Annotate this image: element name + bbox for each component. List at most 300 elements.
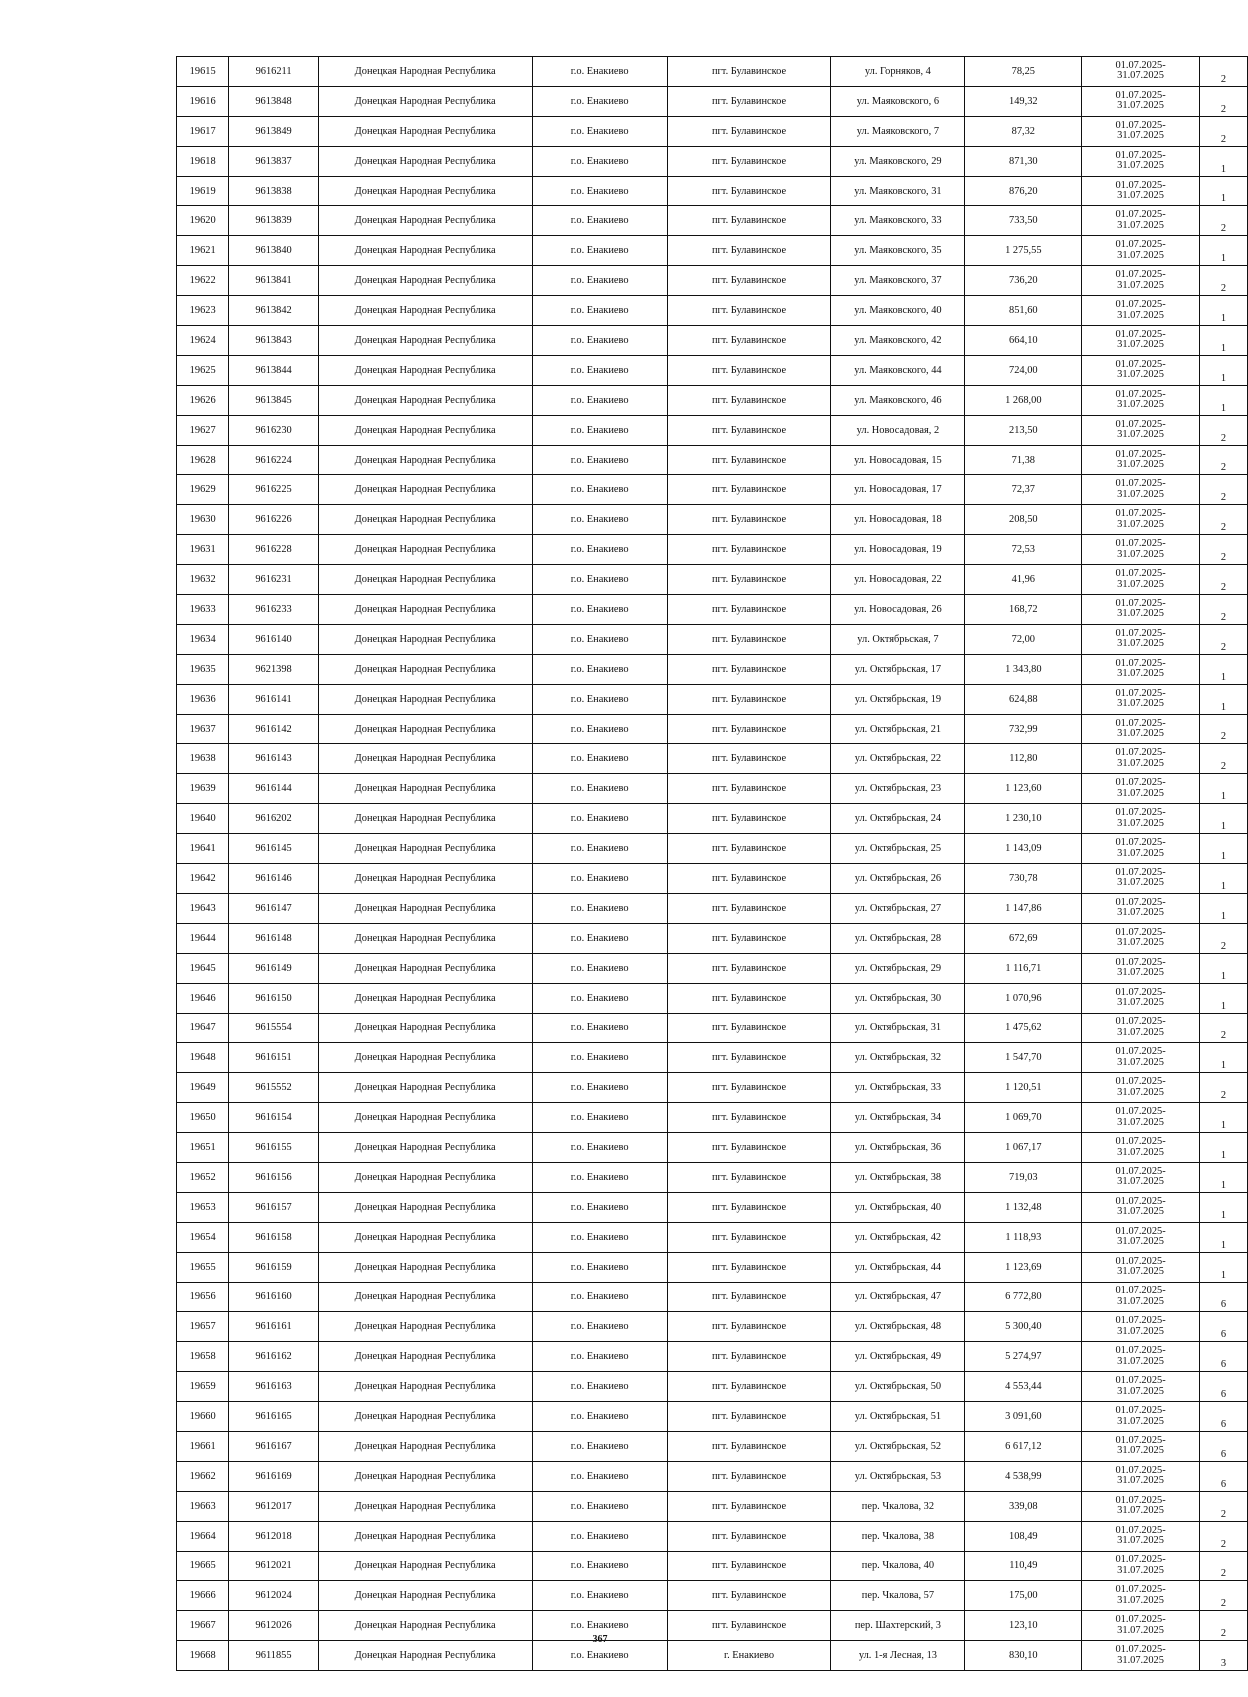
cell-region: Донецкая Народная Республика: [318, 714, 532, 744]
period-end: 31.07.2025: [1117, 757, 1164, 769]
cell-region: Донецкая Народная Республика: [318, 86, 532, 116]
period-end: 31.07.2025: [1117, 459, 1164, 471]
cell-settlement: пгт. Булавинское: [667, 146, 831, 176]
cell-district: г.о. Енакиево: [532, 236, 667, 266]
cell-settlement: пгт. Булавинское: [667, 475, 831, 505]
cell-address: ул. Октябрьская, 33: [831, 1073, 965, 1103]
cell-unit-count: 2: [1199, 923, 1247, 953]
cell-period: [1082, 1312, 1200, 1342]
period-end: 31.07.2025: [1117, 877, 1164, 889]
cell-settlement: пгт. Булавинское: [667, 1491, 831, 1521]
table-row: [177, 834, 1248, 864]
cell-row-number: 19629: [177, 475, 229, 505]
cell-account-code: 9613840: [229, 236, 318, 266]
cell-region: Донецкая Народная Республика: [318, 146, 532, 176]
cell-district: г.о. Енакиево: [532, 804, 667, 834]
cell-area: 1 116,71: [965, 953, 1082, 983]
cell-area: 830,10: [965, 1641, 1082, 1671]
cell-district: г.о. Енакиево: [532, 834, 667, 864]
cell-account-code: 9616157: [229, 1192, 318, 1222]
period-end: 31.07.2025: [1117, 1624, 1164, 1636]
cell-row-number: 19645: [177, 953, 229, 983]
cell-settlement: пгт. Булавинское: [667, 176, 831, 206]
cell-account-code: 9611855: [229, 1641, 318, 1671]
cell-address: ул. Октябрьская, 47: [831, 1282, 965, 1312]
cell-period: [1082, 1521, 1200, 1551]
cell-row-number: 19661: [177, 1431, 229, 1461]
cell-area: 664,10: [965, 326, 1082, 356]
cell-district: г.о. Енакиево: [532, 206, 667, 236]
cell-district: г.о. Енакиево: [532, 57, 667, 87]
period-end: 31.07.2025: [1117, 997, 1164, 1009]
cell-area: 3 091,60: [965, 1402, 1082, 1432]
cell-unit-count: 2: [1199, 624, 1247, 654]
cell-row-number: 19628: [177, 445, 229, 475]
cell-account-code: 9616145: [229, 834, 318, 864]
table-row: [177, 1073, 1248, 1103]
cell-row-number: 19621: [177, 236, 229, 266]
cell-settlement: пгт. Булавинское: [667, 1431, 831, 1461]
cell-address: ул. Новосадовая, 22: [831, 565, 965, 595]
period-end: 31.07.2025: [1117, 1056, 1164, 1068]
period-end: 31.07.2025: [1117, 787, 1164, 799]
cell-period: [1082, 1222, 1200, 1252]
cell-settlement: пгт. Булавинское: [667, 1162, 831, 1192]
cell-period: [1082, 176, 1200, 206]
cell-district: г.о. Енакиево: [532, 1611, 667, 1641]
period-end: 31.07.2025: [1117, 548, 1164, 560]
cell-area: 724,00: [965, 355, 1082, 385]
period-start: 01.07.2025-: [1115, 418, 1166, 430]
cell-account-code: 9616165: [229, 1402, 318, 1432]
cell-row-number: 19667: [177, 1611, 229, 1641]
cell-period: [1082, 296, 1200, 326]
cell-region: Донецкая Народная Республика: [318, 1282, 532, 1312]
period-start: 01.07.2025-: [1115, 538, 1166, 550]
table-row: [177, 475, 1248, 505]
table-row: [177, 505, 1248, 535]
period-end: 31.07.2025: [1117, 1385, 1164, 1397]
cell-address: ул. Октябрьская, 24: [831, 804, 965, 834]
cell-unit-count: 2: [1199, 1581, 1247, 1611]
cell-unit-count: 2: [1199, 445, 1247, 475]
cell-row-number: 19636: [177, 684, 229, 714]
cell-address: ул. Маяковского, 29: [831, 146, 965, 176]
cell-address: ул. Новосадовая, 18: [831, 505, 965, 535]
cell-unit-count: 2: [1199, 595, 1247, 625]
table-row: [177, 864, 1248, 894]
cell-period: [1082, 535, 1200, 565]
cell-period: [1082, 415, 1200, 445]
period-end: 31.07.2025: [1117, 70, 1164, 82]
cell-row-number: 19622: [177, 266, 229, 296]
cell-account-code: 9616144: [229, 774, 318, 804]
cell-region: Донецкая Народная Республика: [318, 1073, 532, 1103]
cell-area: 6 772,80: [965, 1282, 1082, 1312]
period-end: 31.07.2025: [1117, 429, 1164, 441]
cell-region: Донецкая Народная Республика: [318, 445, 532, 475]
cell-row-number: 19646: [177, 983, 229, 1013]
table-row: [177, 1043, 1248, 1073]
cell-row-number: 19665: [177, 1551, 229, 1581]
table-row: [177, 624, 1248, 654]
period-end: 31.07.2025: [1117, 100, 1164, 112]
cell-address: ул. Октябрьская, 53: [831, 1461, 965, 1491]
cell-area: 1 343,80: [965, 654, 1082, 684]
cell-unit-count: 1: [1199, 1043, 1247, 1073]
cell-area: 72,00: [965, 624, 1082, 654]
cell-period: [1082, 355, 1200, 385]
cell-row-number: 19647: [177, 1013, 229, 1043]
cell-address: ул. Маяковского, 40: [831, 296, 965, 326]
cell-row-number: 19635: [177, 654, 229, 684]
cell-row-number: 19643: [177, 893, 229, 923]
cell-region: Донецкая Народная Республика: [318, 1581, 532, 1611]
cell-settlement: пгт. Булавинское: [667, 505, 831, 535]
cell-unit-count: 2: [1199, 535, 1247, 565]
period-end: 31.07.2025: [1117, 1266, 1164, 1278]
table-row: [177, 445, 1248, 475]
cell-account-code: 9613841: [229, 266, 318, 296]
cell-address: ул. Маяковского, 44: [831, 355, 965, 385]
cell-unit-count: 2: [1199, 714, 1247, 744]
period-start: 01.07.2025-: [1115, 1494, 1166, 1506]
period-start: 01.07.2025-: [1115, 358, 1166, 370]
table-row: [177, 176, 1248, 206]
cell-unit-count: 2: [1199, 266, 1247, 296]
period-end: 31.07.2025: [1117, 1654, 1164, 1666]
period-end: 31.07.2025: [1117, 399, 1164, 411]
table-row: [177, 1282, 1248, 1312]
period-start: 01.07.2025-: [1115, 448, 1166, 460]
cell-unit-count: 1: [1199, 953, 1247, 983]
cell-row-number: 19656: [177, 1282, 229, 1312]
cell-area: 1 143,09: [965, 834, 1082, 864]
cell-settlement: пгт. Булавинское: [667, 893, 831, 923]
cell-address: ул. Новосадовая, 17: [831, 475, 965, 505]
cell-settlement: пгт. Булавинское: [667, 1372, 831, 1402]
cell-settlement: пгт. Булавинское: [667, 1013, 831, 1043]
cell-account-code: 9616154: [229, 1103, 318, 1133]
cell-district: г.о. Енакиево: [532, 684, 667, 714]
cell-period: [1082, 684, 1200, 714]
cell-region: Донецкая Народная Республика: [318, 1252, 532, 1282]
cell-unit-count: 1: [1199, 654, 1247, 684]
cell-settlement: пгт. Булавинское: [667, 1192, 831, 1222]
table-row: [177, 1342, 1248, 1372]
cell-unit-count: 1: [1199, 834, 1247, 864]
cell-period: [1082, 834, 1200, 864]
cell-settlement: пгт. Булавинское: [667, 326, 831, 356]
period-end: 31.07.2025: [1117, 728, 1164, 740]
period-end: 31.07.2025: [1117, 1086, 1164, 1098]
cell-unit-count: 1: [1199, 385, 1247, 415]
period-start: 01.07.2025-: [1115, 1644, 1166, 1656]
cell-account-code: 9616159: [229, 1252, 318, 1282]
table-row: [177, 266, 1248, 296]
period-end: 31.07.2025: [1117, 279, 1164, 291]
cell-region: Донецкая Народная Республика: [318, 206, 532, 236]
cell-address: ул. Маяковского, 42: [831, 326, 965, 356]
cell-unit-count: 1: [1199, 983, 1247, 1013]
cell-district: г.о. Енакиево: [532, 445, 667, 475]
cell-area: 871,30: [965, 146, 1082, 176]
cell-region: Донецкая Народная Республика: [318, 864, 532, 894]
period-start: 01.07.2025-: [1115, 1016, 1166, 1028]
cell-unit-count: 1: [1199, 236, 1247, 266]
cell-area: 1 275,55: [965, 236, 1082, 266]
period-start: 01.07.2025-: [1115, 627, 1166, 639]
cell-settlement: пгт. Булавинское: [667, 355, 831, 385]
period-end: 31.07.2025: [1117, 130, 1164, 142]
cell-district: г.о. Енакиево: [532, 953, 667, 983]
cell-unit-count: 6: [1199, 1431, 1247, 1461]
cell-district: г.о. Енакиево: [532, 624, 667, 654]
cell-period: [1082, 1342, 1200, 1372]
period-end: 31.07.2025: [1117, 369, 1164, 381]
cell-settlement: пгт. Булавинское: [667, 1342, 831, 1372]
cell-row-number: 19663: [177, 1491, 229, 1521]
cell-address: ул. Октябрьская, 22: [831, 744, 965, 774]
cell-row-number: 19653: [177, 1192, 229, 1222]
cell-address: ул. Октябрьская, 28: [831, 923, 965, 953]
cell-settlement: пгт. Булавинское: [667, 1581, 831, 1611]
period-end: 31.07.2025: [1117, 518, 1164, 530]
cell-account-code: 9616233: [229, 595, 318, 625]
cell-district: г.о. Енакиево: [532, 355, 667, 385]
period-start: 01.07.2025-: [1115, 1464, 1166, 1476]
cell-account-code: 9616225: [229, 475, 318, 505]
cell-settlement: пгт. Булавинское: [667, 834, 831, 864]
cell-district: г.о. Енакиево: [532, 1372, 667, 1402]
cell-unit-count: 2: [1199, 1551, 1247, 1581]
cell-account-code: 9613838: [229, 176, 318, 206]
cell-period: [1082, 266, 1200, 296]
cell-area: 213,50: [965, 415, 1082, 445]
cell-region: Донецкая Народная Республика: [318, 983, 532, 1013]
period-start: 01.07.2025-: [1115, 1405, 1166, 1417]
cell-unit-count: 2: [1199, 744, 1247, 774]
cell-district: г.о. Енакиево: [532, 176, 667, 206]
cell-account-code: 9616162: [229, 1342, 318, 1372]
cell-row-number: 19664: [177, 1521, 229, 1551]
period-start: 01.07.2025-: [1115, 926, 1166, 938]
period-end: 31.07.2025: [1117, 1475, 1164, 1487]
cell-row-number: 19659: [177, 1372, 229, 1402]
cell-area: 1 120,51: [965, 1073, 1082, 1103]
cell-settlement: пгт. Булавинское: [667, 535, 831, 565]
cell-settlement: г. Енакиево: [667, 1641, 831, 1671]
cell-period: [1082, 1013, 1200, 1043]
period-start: 01.07.2025-: [1115, 269, 1166, 281]
cell-settlement: пгт. Булавинское: [667, 565, 831, 595]
period-end: 31.07.2025: [1117, 1236, 1164, 1248]
cell-account-code: 9621398: [229, 654, 318, 684]
cell-district: г.о. Енакиево: [532, 654, 667, 684]
cell-address: ул. Октябрьская, 50: [831, 1372, 965, 1402]
period-end: 31.07.2025: [1117, 817, 1164, 829]
cell-settlement: пгт. Булавинское: [667, 116, 831, 146]
cell-district: г.о. Енакиево: [532, 774, 667, 804]
cell-settlement: пгт. Булавинское: [667, 744, 831, 774]
cell-area: 112,80: [965, 744, 1082, 774]
cell-region: Донецкая Народная Республика: [318, 176, 532, 206]
cell-region: Донецкая Народная Республика: [318, 1521, 532, 1551]
cell-region: Донецкая Народная Республика: [318, 1372, 532, 1402]
cell-settlement: пгт. Булавинское: [667, 1402, 831, 1432]
cell-account-code: 9612017: [229, 1491, 318, 1521]
table-row: [177, 296, 1248, 326]
cell-settlement: пгт. Булавинское: [667, 1521, 831, 1551]
cell-address: ул. Маяковского, 35: [831, 236, 965, 266]
cell-settlement: пгт. Булавинское: [667, 624, 831, 654]
cell-account-code: 9613844: [229, 355, 318, 385]
cell-settlement: пгт. Булавинское: [667, 684, 831, 714]
period-start: 01.07.2025-: [1115, 807, 1166, 819]
period-end: 31.07.2025: [1117, 1325, 1164, 1337]
cell-district: г.о. Енакиево: [532, 923, 667, 953]
cell-period: [1082, 385, 1200, 415]
cell-account-code: 9612026: [229, 1611, 318, 1641]
table-row: [177, 86, 1248, 116]
cell-settlement: пгт. Булавинское: [667, 714, 831, 744]
cell-period: [1082, 1551, 1200, 1581]
cell-area: 1 547,70: [965, 1043, 1082, 1073]
cell-region: Донецкая Народная Республика: [318, 684, 532, 714]
cell-period: [1082, 714, 1200, 744]
period-start: 01.07.2025-: [1115, 1315, 1166, 1327]
cell-settlement: пгт. Булавинское: [667, 983, 831, 1013]
table-row: [177, 1103, 1248, 1133]
cell-address: ул. Октябрьская, 38: [831, 1162, 965, 1192]
table-row: [177, 983, 1248, 1013]
cell-area: 208,50: [965, 505, 1082, 535]
cell-unit-count: 6: [1199, 1402, 1247, 1432]
cell-settlement: пгт. Булавинское: [667, 1252, 831, 1282]
cell-region: Донецкая Народная Республика: [318, 1402, 532, 1432]
cell-district: г.о. Енакиево: [532, 1013, 667, 1043]
cell-address: ул. Октябрьская, 25: [831, 834, 965, 864]
cell-account-code: 9616149: [229, 953, 318, 983]
cell-address: ул. Октябрьская, 26: [831, 864, 965, 894]
cell-area: 1 147,86: [965, 893, 1082, 923]
cell-period: [1082, 1641, 1200, 1671]
cell-unit-count: 1: [1199, 176, 1247, 206]
cell-area: 78,25: [965, 57, 1082, 87]
cell-account-code: 9616160: [229, 1282, 318, 1312]
document-table-container: [176, 56, 1248, 1671]
period-start: 01.07.2025-: [1115, 1614, 1166, 1626]
cell-settlement: пгт. Булавинское: [667, 654, 831, 684]
cell-area: 1 230,10: [965, 804, 1082, 834]
cell-account-code: 9613837: [229, 146, 318, 176]
cell-unit-count: 2: [1199, 1611, 1247, 1641]
cell-area: 123,10: [965, 1611, 1082, 1641]
cell-area: 72,53: [965, 535, 1082, 565]
cell-address: пер. Чкалова, 57: [831, 1581, 965, 1611]
cell-period: [1082, 475, 1200, 505]
cell-account-code: 9616141: [229, 684, 318, 714]
period-end: 31.07.2025: [1117, 638, 1164, 650]
cell-unit-count: 1: [1199, 1162, 1247, 1192]
cell-period: [1082, 983, 1200, 1013]
cell-row-number: 19668: [177, 1641, 229, 1671]
table-row: [177, 595, 1248, 625]
table-row: [177, 146, 1248, 176]
cell-account-code: 9616202: [229, 804, 318, 834]
cell-account-code: 9616161: [229, 1312, 318, 1342]
cell-district: г.о. Енакиево: [532, 116, 667, 146]
cell-row-number: 19655: [177, 1252, 229, 1282]
period-end: 31.07.2025: [1117, 1206, 1164, 1218]
cell-district: г.о. Енакиево: [532, 744, 667, 774]
period-start: 01.07.2025-: [1115, 1285, 1166, 1297]
cell-period: [1082, 116, 1200, 146]
cell-account-code: 9613849: [229, 116, 318, 146]
cell-row-number: 19634: [177, 624, 229, 654]
period-start: 01.07.2025-: [1115, 388, 1166, 400]
cell-address: ул. Новосадовая, 19: [831, 535, 965, 565]
cell-period: [1082, 1162, 1200, 1192]
cell-account-code: 9616231: [229, 565, 318, 595]
cell-unit-count: 2: [1199, 1013, 1247, 1043]
cell-row-number: 19648: [177, 1043, 229, 1073]
period-end: 31.07.2025: [1117, 937, 1164, 949]
cell-row-number: 19649: [177, 1073, 229, 1103]
cell-period: [1082, 804, 1200, 834]
cell-period: [1082, 565, 1200, 595]
cell-period: [1082, 1073, 1200, 1103]
cell-district: г.о. Енакиево: [532, 1282, 667, 1312]
cell-account-code: 9616226: [229, 505, 318, 535]
cell-unit-count: 1: [1199, 893, 1247, 923]
cell-region: Донецкая Народная Республика: [318, 1551, 532, 1581]
cell-district: г.о. Енакиево: [532, 1192, 667, 1222]
cell-settlement: пгт. Булавинское: [667, 1551, 831, 1581]
cell-area: 5 300,40: [965, 1312, 1082, 1342]
cell-period: [1082, 146, 1200, 176]
cell-area: 736,20: [965, 266, 1082, 296]
cell-area: 1 123,69: [965, 1252, 1082, 1282]
cell-region: Донецкая Народная Республика: [318, 535, 532, 565]
cell-row-number: 19650: [177, 1103, 229, 1133]
cell-period: [1082, 326, 1200, 356]
table-row: [177, 1372, 1248, 1402]
cell-account-code: 9616163: [229, 1372, 318, 1402]
cell-unit-count: 6: [1199, 1282, 1247, 1312]
cell-district: г.о. Енакиево: [532, 505, 667, 535]
period-end: 31.07.2025: [1117, 1176, 1164, 1188]
cell-period: [1082, 1043, 1200, 1073]
cell-region: Донецкая Народная Республика: [318, 296, 532, 326]
cell-period: [1082, 1192, 1200, 1222]
table-row: [177, 1402, 1248, 1432]
cell-account-code: 9616142: [229, 714, 318, 744]
cell-area: 175,00: [965, 1581, 1082, 1611]
cell-row-number: 19620: [177, 206, 229, 236]
address-table: [176, 56, 1248, 1671]
cell-settlement: пгт. Булавинское: [667, 595, 831, 625]
cell-settlement: пгт. Булавинское: [667, 1133, 831, 1163]
cell-account-code: 9616151: [229, 1043, 318, 1073]
cell-address: пер. Чкалова, 40: [831, 1551, 965, 1581]
period-start: 01.07.2025-: [1115, 328, 1166, 340]
cell-area: 624,88: [965, 684, 1082, 714]
cell-account-code: 9616169: [229, 1461, 318, 1491]
cell-account-code: 9616148: [229, 923, 318, 953]
cell-unit-count: 2: [1199, 116, 1247, 146]
cell-row-number: 19660: [177, 1402, 229, 1432]
